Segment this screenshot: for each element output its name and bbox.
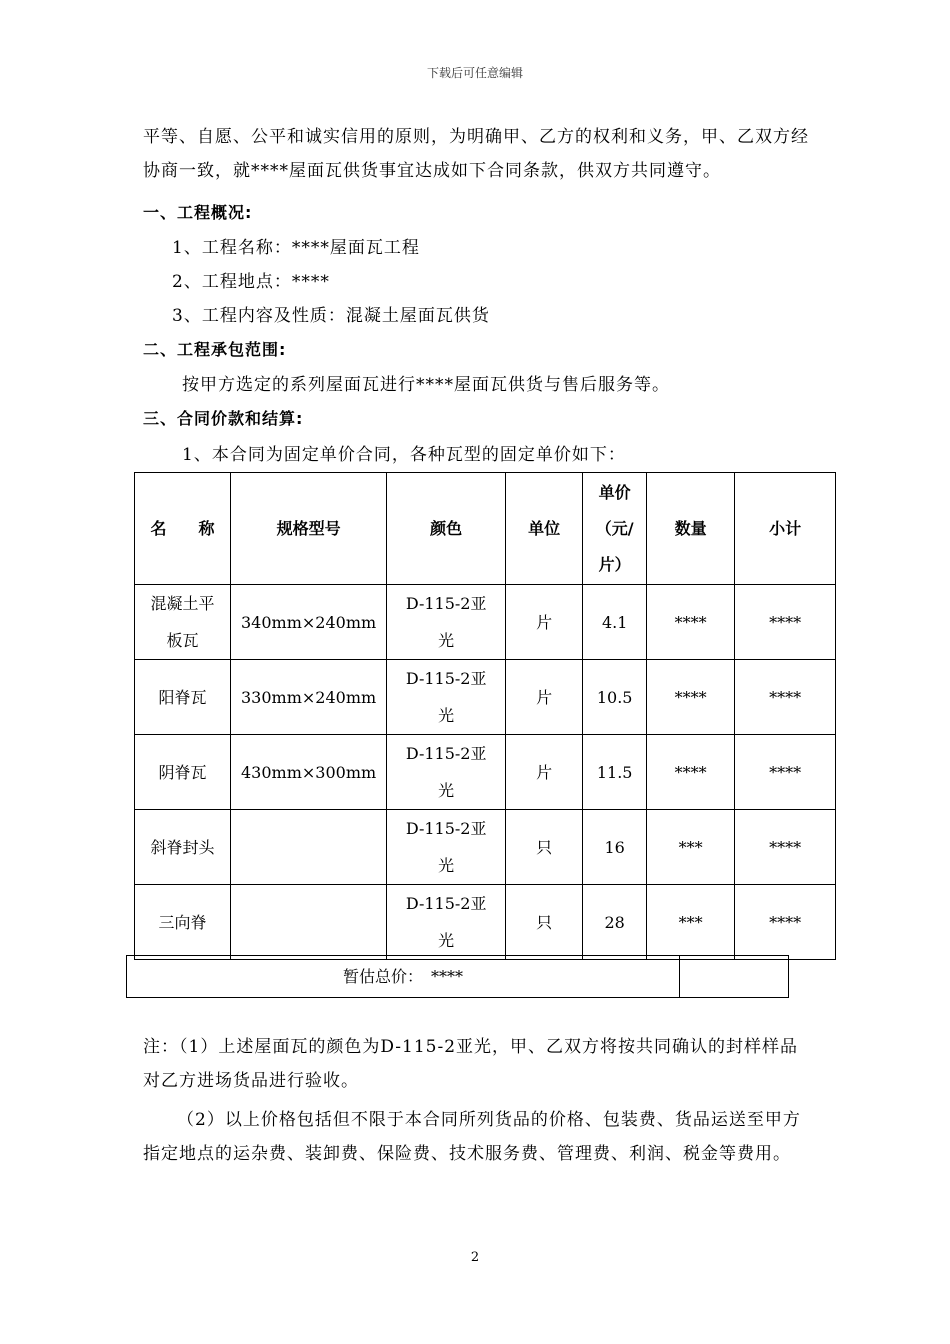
- cell-unit: 片: [506, 660, 583, 735]
- price-table: [134, 472, 836, 960]
- cell-price: 10.5: [583, 660, 647, 735]
- table-row: [135, 810, 836, 885]
- section1-item-3: 3、工程内容及性质：混凝土屋面瓦供货: [172, 306, 490, 326]
- section3-title: 三、合同价款和结算:: [143, 409, 304, 428]
- header-name: 名 称: [135, 473, 231, 585]
- header-spec: 规格型号: [231, 473, 387, 585]
- cell-name: 混凝土平板瓦: [135, 585, 231, 660]
- section1-item-1: 1、工程名称：****屋面瓦工程: [172, 238, 420, 258]
- cell-spec: 340mm×240mm: [231, 585, 387, 660]
- header-price: 单价（元/片）: [583, 473, 647, 585]
- header-subtotal: 小计: [735, 473, 836, 585]
- cell-price: 16: [583, 810, 647, 885]
- cell-color: D-115-2亚光: [387, 885, 506, 960]
- cell-unit: 片: [506, 585, 583, 660]
- cell-color: D-115-2亚光: [387, 735, 506, 810]
- cell-subtotal: ****: [735, 660, 836, 735]
- intro-paragraph: 平等、自愿、公平和诚实信用的原则，为明确甲、乙方的权利和义务，甲、乙双方经协商一致，就****屋面瓦供货事宜达成如下合同条款，供双方共同遵守。: [143, 127, 809, 181]
- cell-qty: ****: [647, 585, 735, 660]
- cell-qty: ***: [647, 810, 735, 885]
- cell-unit: 只: [506, 885, 583, 960]
- table-row: [135, 885, 836, 960]
- cell-spec: 330mm×240mm: [231, 660, 387, 735]
- cell-subtotal: ****: [735, 735, 836, 810]
- cell-name: 三向脊: [135, 885, 231, 960]
- table-row: [135, 585, 836, 660]
- total-label: 暂估总价： ****: [127, 956, 680, 997]
- section3-item-1: 1、本合同为固定单价合同，各种瓦型的固定单价如下：: [182, 445, 626, 465]
- cell-subtotal: ****: [735, 885, 836, 960]
- cell-name: 阳脊瓦: [135, 660, 231, 735]
- cell-color: D-115-2亚光: [387, 810, 506, 885]
- cell-color: D-115-2亚光: [387, 585, 506, 660]
- cell-color: D-115-2亚光: [387, 660, 506, 735]
- cell-price: 28: [583, 885, 647, 960]
- section2-body: 按甲方选定的系列屋面瓦进行****屋面瓦供货与售后服务等。: [182, 375, 670, 395]
- header-qty: 数量: [647, 473, 735, 585]
- table-row: [135, 660, 836, 735]
- cell-qty: ****: [647, 660, 735, 735]
- table-row: [135, 735, 836, 810]
- cell-name: 斜脊封头: [135, 810, 231, 885]
- table-header-row: [135, 473, 836, 585]
- page-header: 下载后可任意编辑: [426, 66, 523, 80]
- cell-spec: 430mm×300mm: [231, 735, 387, 810]
- section1-title: 一、工程概况:: [143, 203, 253, 222]
- note-1: 注：（1）上述屋面瓦的颜色为D-115-2亚光，甲、乙双方将按共同确认的封样样品对乙方进场货品进行验收。: [143, 1037, 799, 1091]
- total-row: [126, 955, 789, 998]
- cell-spec: [231, 885, 387, 960]
- cell-qty: ****: [647, 735, 735, 810]
- cell-subtotal: ****: [735, 810, 836, 885]
- section2-title: 二、工程承包范围:: [143, 340, 287, 359]
- cell-spec: [231, 810, 387, 885]
- section1-item-2: 2、工程地点：****: [172, 272, 330, 292]
- cell-price: 4.1: [583, 585, 647, 660]
- header-color: 颜色: [387, 473, 506, 585]
- cell-subtotal: ****: [735, 585, 836, 660]
- header-unit: 单位: [506, 473, 583, 585]
- cell-qty: ***: [647, 885, 735, 960]
- cell-name: 阴脊瓦: [135, 735, 231, 810]
- note-2: （2）以上价格包括但不限于本合同所列货品的价格、包装费、货品运送至甲方指定地点的运杂费、装卸费、保险费、技术服务费、管理费、利润、税金等费用。: [143, 1110, 801, 1164]
- cell-unit: 只: [506, 810, 583, 885]
- page-number: 2: [470, 1250, 480, 1265]
- cell-price: 11.5: [583, 735, 647, 810]
- cell-unit: 片: [506, 735, 583, 810]
